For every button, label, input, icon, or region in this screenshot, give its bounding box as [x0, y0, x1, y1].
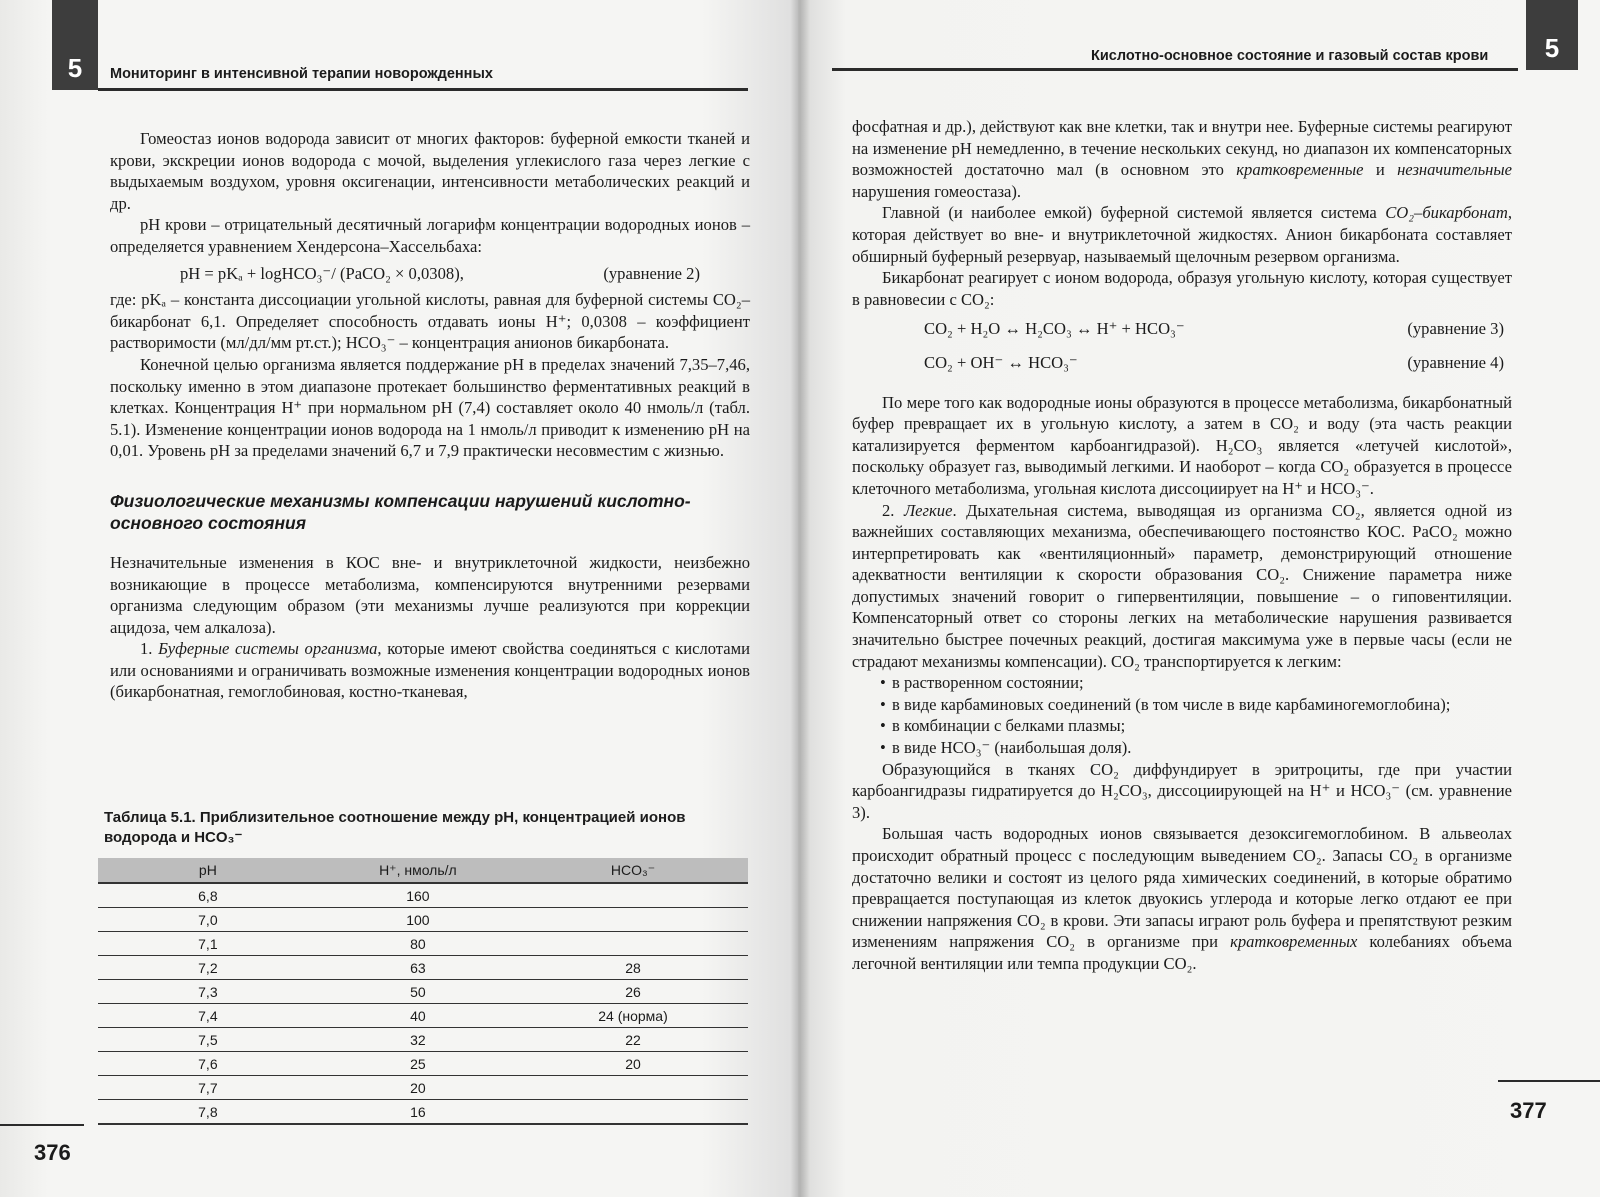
chapter-tab: 5 — [52, 0, 98, 90]
table-row — [98, 956, 748, 980]
folio-rule — [0, 1124, 84, 1126]
folio-rule — [1498, 1080, 1600, 1082]
page-number: 377 — [1510, 1098, 1547, 1123]
paragraph — [852, 202, 1512, 267]
paragraph — [852, 823, 1512, 974]
table-cell — [518, 1100, 748, 1125]
table-cell: 7,1 — [98, 932, 318, 956]
table-cell: 50 — [318, 980, 518, 1004]
italic-term: Буферные системы организма — [158, 639, 378, 659]
table-cell — [518, 883, 748, 908]
table-cell: 7,5 — [98, 1028, 318, 1052]
table-row — [98, 980, 748, 1004]
equation-2 — [110, 258, 750, 290]
running-head: Кислотно-основное состояние и газовый состав крови — [1091, 48, 1489, 64]
equation-3 — [852, 310, 1512, 346]
paragraph-text: , которые имеют свойства соединяться с кислотами или основаниями и ограничивать возможные изменения концентрации водородных ионов (бикарбонатная, гемоглобиновая, костно-тканевая, — [110, 639, 751, 702]
table-cell: 25 — [318, 1052, 518, 1076]
paragraph: Гомеостаз ионов водорода зависит от многих факторов: буферной емкости тканей и крови, экскреции ионов водорода с мочой, выделения углекислого газа через легкие с выдыхаемым воздухом, уровня оксигенации, интенсивности метаболических реакций и др. — [110, 129, 750, 213]
table-cell: 6,8 — [98, 883, 318, 908]
paragraph: Конечной целью организма является поддержание pH в пределах значений 7,35–7,46, поскольку именно в этом диапазоне протекает большинство ферментативных реакций в клетках. Концентрация H⁺ при нормальном pH (7,4) составляет около 40 нмоль/л (табл. 5.1). Изменение концентрации ионов водорода на 1 нмоль/л приводит к изменению pH на 0,01. Уровень pH за пределами значений 6,7 и 7,9 практически несовместим с жизнью. — [110, 354, 750, 461]
table-cell: 7,6 — [98, 1052, 318, 1076]
table-caption: Таблица 5.1. Приблизительное соотношение между pH, концентрацией ионов водорода и HCO₃⁻ — [104, 809, 686, 846]
table-cell: 20 — [318, 1076, 518, 1100]
column-header: H⁺, нмоль/л — [318, 858, 518, 883]
paragraph: Бикарбонат реагирует с ионом водорода, образуя угольную кислоту, которая существует в равновесии с CO₂: — [852, 268, 1512, 309]
book-gutter — [790, 0, 810, 1197]
equation-4 — [852, 346, 1512, 392]
table-cell: 16 — [318, 1100, 518, 1125]
bullet-list — [852, 672, 1512, 758]
table-row — [98, 1100, 748, 1125]
equation-label: (уравнение 4) — [1407, 352, 1504, 372]
header-rule — [832, 68, 1518, 71]
italic-term: кратковременные — [1236, 160, 1364, 180]
italic-term: незначительные — [1397, 160, 1512, 180]
table-cell: 80 — [318, 932, 518, 956]
table-cell: 24 (норма) — [518, 1004, 748, 1028]
table-row — [98, 1028, 748, 1052]
paragraph: Образующийся в тканях CO₂ диффундирует в эритроциты, где при участии карбоангидразы гидратируется до H₂CO₃, диссоциирующей на H⁺ и HCO₃⁻ (см. уравнение 3). — [852, 759, 1512, 822]
table-cell: 7,2 — [98, 956, 318, 980]
section-heading: Физиологические механизмы компенсации нарушений кислотно-основного состояния — [110, 490, 691, 533]
table-cell: 7,3 — [98, 980, 318, 1004]
table-row — [98, 1052, 748, 1076]
italic-term: Легкие — [903, 500, 953, 520]
table-row — [98, 908, 748, 932]
paragraph: По мере того как водородные ионы образуются в процессе метаболизма, бикарбонатный буфер превращает их в угольную кислоту, а затем в CO₂ и воду (эта часть реакции катализируется ферментом карбоангидразой). H₂CO₃ является «летучей кислотой», поскольку образует газ, выводимый легкими. И наоборот – когда CO₂ образуется в процессе клеточного метаболизма, угольная кислота диссоциирует на H⁺ и HCO₃⁻. — [852, 392, 1512, 498]
table-row — [98, 932, 748, 956]
table-cell: 63 — [318, 956, 518, 980]
table-row — [98, 883, 748, 908]
list-number: 2. — [882, 500, 904, 520]
equation-text: pH = pKₐ + logHCO₃⁻/ (PaCO₂ × 0,0308), — [180, 263, 464, 283]
right-page — [798, 0, 1600, 1197]
paragraph-text: , которая действует во вне- и внутриклеточной жидкостях. Анион бикарбоната составляет обширный буферный резервуар, называемый щелочным резервом организма. — [852, 203, 1512, 266]
list-number: 1. — [140, 639, 159, 659]
table-cell: 40 — [318, 1004, 518, 1028]
table-cell: 7,8 — [98, 1100, 318, 1125]
table-row — [98, 1004, 748, 1028]
equation-label: (уравнение 3) — [1407, 319, 1504, 339]
paragraph-text: фосфатная и др.), действуют как вне клетки, так и внутри нее. Буферные системы реагируют на изменение pH немедленно, в течение нескольких секунд, но диапазон их компенсаторных возможностей достаточно мал (в основном это — [852, 117, 1512, 180]
paragraph — [852, 116, 1512, 202]
paragraph-text: Главной (и наиболее емкой) буферной системой является система — [882, 203, 1386, 223]
table-5-1 — [98, 858, 748, 1125]
table-cell: 32 — [318, 1028, 518, 1052]
list-item: • в комбинации с белками плазмы; — [852, 715, 1512, 737]
table-cell: 22 — [518, 1028, 748, 1052]
paragraph: pH крови – отрицательный десятичный логарифм концентрации водородных ионов – определяется уравнением Хендерсона–Хассельбаха: — [110, 215, 750, 256]
table-cell: 7,7 — [98, 1076, 318, 1100]
table-cell — [518, 932, 748, 956]
paragraph-text: нарушения гомеостаза). — [852, 181, 1022, 201]
table-cell: 26 — [518, 980, 748, 1004]
table-cell: 20 — [518, 1052, 748, 1076]
italic-term: кратковременных — [1230, 932, 1358, 952]
right-text-column — [852, 116, 1512, 975]
running-head: Мониторинг в интенсивной терапии новорожденных — [110, 66, 493, 82]
chapter-tab: 5 — [1526, 0, 1578, 70]
list-item: • в растворенном состоянии; — [852, 672, 1512, 694]
table-cell — [518, 908, 748, 932]
paragraph-text: Большая часть водородных ионов связывается дезоксигемоглобином. В альвеолах происходит обратный процесс с последующим выведением CO₂. Запасы CO₂ в организме достаточно велики и состоят из целого ряда химических соединений, в которые обратимо превращается поступающая из клеток двуокись углерода и которые легко отдают ее при снижении напряжения CO₂ в крови. Эти запасы играют роль буфера и препятствуют резким изменениям напряжения CO₂ в организме при — [852, 824, 1512, 952]
italic-term: CO₂–бикарбонат — [1385, 203, 1508, 223]
paragraph — [852, 500, 1512, 673]
table-header-row — [98, 858, 748, 883]
paragraph: где: pKₐ – константа диссоциации угольной кислоты, равная для буферной системы CO₂–бикарбонат 6,1. Определяет способность отдавать ионы H⁺; 0,0308 – коэффициент растворимости (мл/дл/мм рт.ст.); HCO₃⁻ – концентрация анионов бикарбоната. — [110, 290, 750, 353]
paragraph: Незначительные изменения в КОС вне- и внутриклеточной жидкости, неизбежно возникающие в процессе метаболизма, компенсируются внутренними резервами организма следующим образом (эти механизмы лучше реализуются при коррекции ацидоза, чем алкалоза). — [110, 552, 750, 637]
left-page — [0, 0, 798, 1197]
equation-text: CO₂ + H₂O ↔ H₂CO₃ ↔ H⁺ + HCO₃⁻ — [924, 319, 1185, 339]
paragraph-text: . Дыхательная система, выводящая из организма CO₂, является одной из важнейших составляющих механизма, обеспечивающего постоянство КОС. PaCO₂ можно интерпретировать как «вентиляционный» параметр, демонстрирующий отношение адекватности вентиляции к скорости образования CO₂. Снижение параметра ниже допустимых значений говорит о гипервентиляции, повышение – о гиповентиляции. Компенсаторный ответ со стороны легких на метаболические нарушения развивается значительно быстрее почечных реакций, достигая максимума уже в первые часы (если не страдают механизмы компенсации). CO₂ транспортируется к легким: — [852, 500, 1513, 671]
table-cell: 7,4 — [98, 1004, 318, 1028]
table-cell: 7,0 — [98, 908, 318, 932]
table-cell: 100 — [318, 908, 518, 932]
left-text-column — [110, 128, 750, 703]
equation-label: (уравнение 2) — [603, 263, 700, 283]
table-row — [98, 1076, 748, 1100]
list-item: • в виде HCO₃⁻ (наибольшая доля). — [852, 737, 1512, 759]
table-cell — [518, 1076, 748, 1100]
paragraph-text: колебаниях объема легочной вентиляции или темпа продукции CO₂. — [852, 932, 1512, 973]
column-header: HCO₃⁻ — [518, 858, 748, 883]
table-cell: 160 — [318, 883, 518, 908]
table-cell: 28 — [518, 956, 748, 980]
column-header: pH — [98, 858, 318, 883]
header-rule — [98, 88, 748, 91]
page-number: 376 — [34, 1140, 71, 1165]
equation-text: CO₂ + OH⁻ ↔ HCO₃⁻ — [924, 352, 1078, 372]
paragraph-text: и — [1363, 160, 1398, 180]
list-item: • в виде карбаминовых соединений (в том числе в виде карбаминогемоглобина); — [852, 694, 1512, 716]
paragraph — [110, 638, 750, 703]
